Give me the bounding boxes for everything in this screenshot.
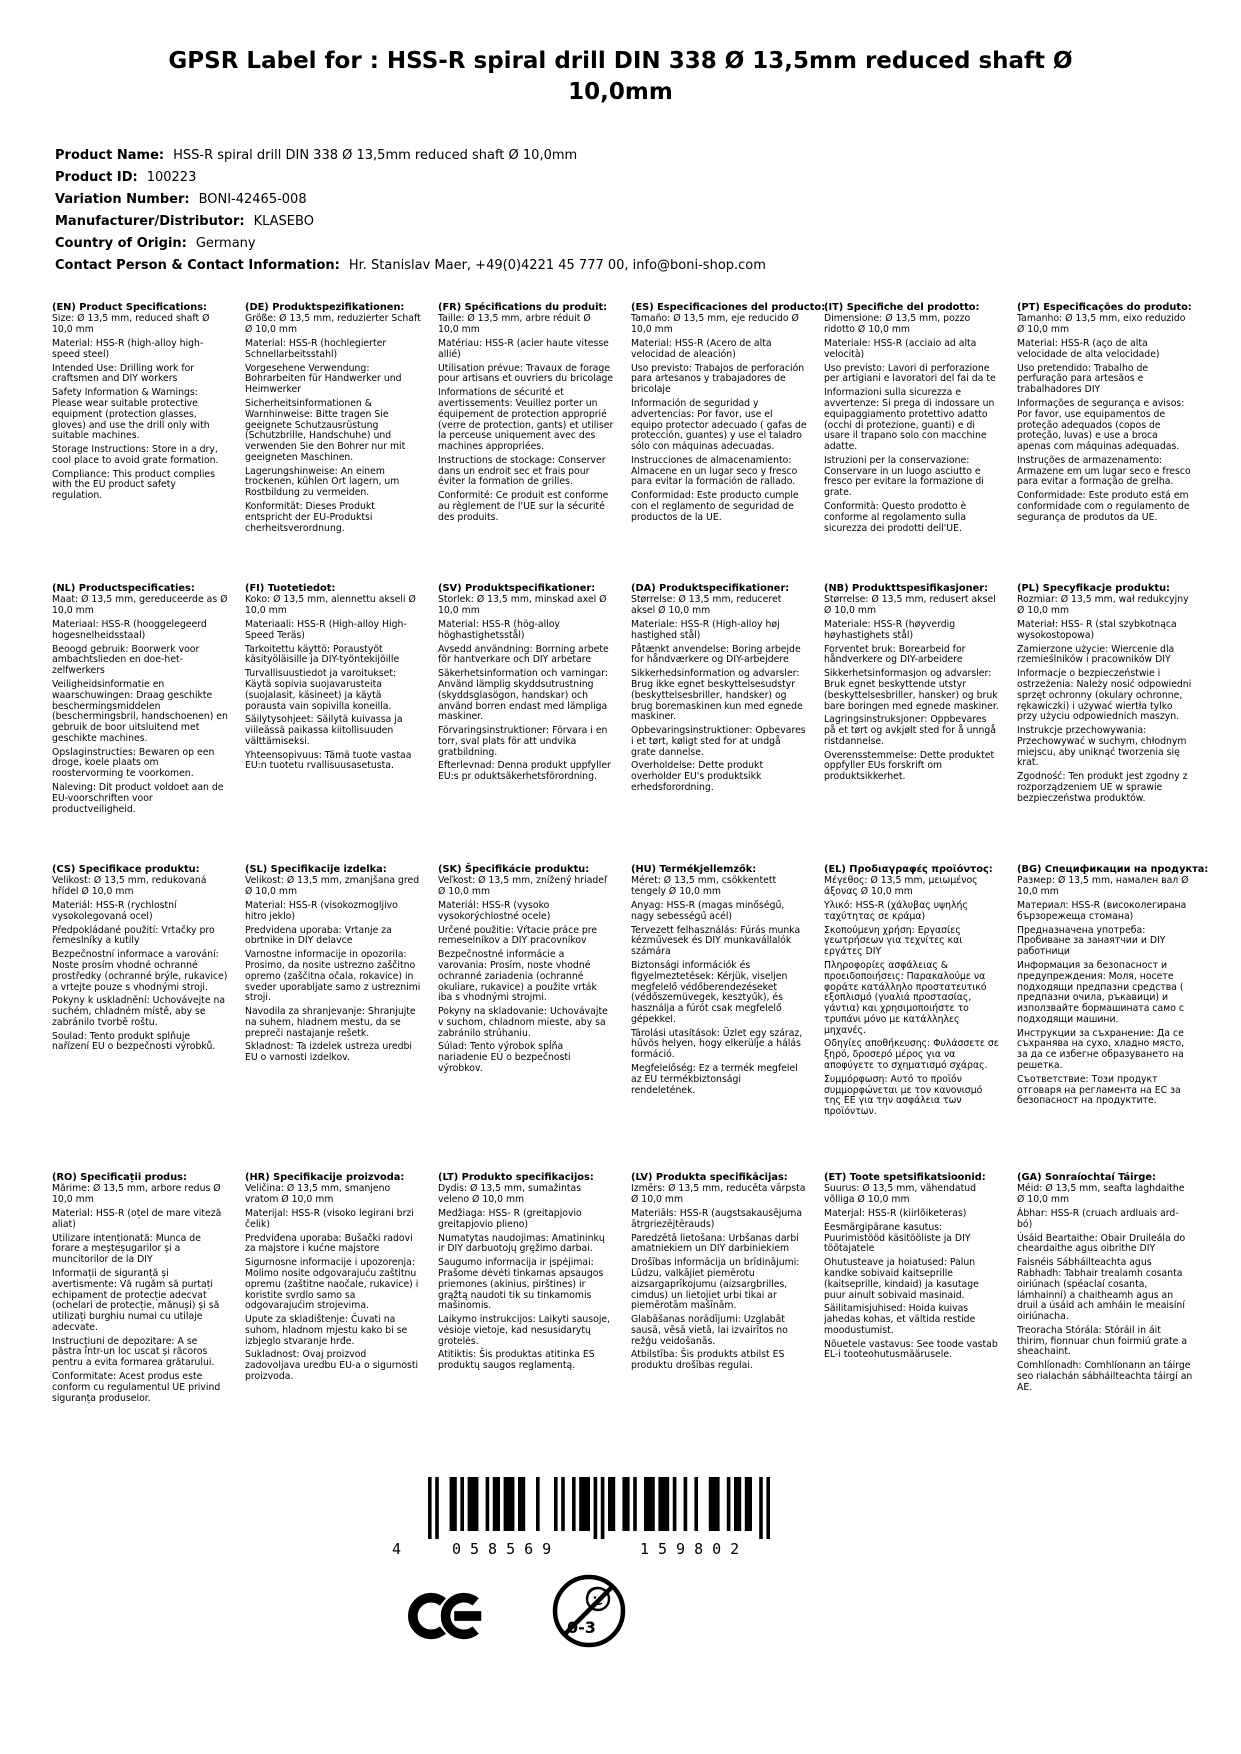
spec-paragraph: Инструкции за съхранение: Да се съхранява на сухо, хладно място, за да се избегне образуването на решетка. — [1017, 1027, 1185, 1072]
product-info-value: 100223 — [146, 169, 197, 185]
spec-paragraph: Utilisation prévue: Travaux de forage pour artisans et ouvriers du bricolage — [438, 362, 614, 385]
spec-paragraph: Konformität: Dieses Produkt entspricht der EU-Produktsi cherheitsverordnung. — [245, 501, 375, 534]
spec-paragraph: Skladnost: Ta izdelek ustreza uredbi EU o varnosti izdelkov. — [245, 1041, 413, 1064]
spec-paragraph: Informații de siguranță și avertismente: Vă rugăm să purtați echipament de protecție adecvat (ochelari de protecție, mănuși) și să utilizați burghiu numai cu utilaje adecvate. — [52, 1267, 220, 1333]
product-info-label: Manufacturer/Distributor: — [55, 213, 245, 229]
spec-paragraph: Veličina: Ø 13,5 mm, smanjeno vratom Ø 10,0 mm — [245, 1183, 391, 1206]
spec-paragraph: Uso previsto: Trabajos de perforación para artesanos y trabajadores de bricolaje — [631, 362, 805, 396]
spec-paragraph: Ábhar: HSS-R (cruach ardluais ard-bó) — [1017, 1207, 1179, 1230]
spec-paragraph: Méret: Ø 13,5 mm, csökkentett tengely Ø 10,0 mm — [631, 875, 777, 898]
spec-paragraph: Materiál: HSS-R (vysoko vysokorýchlostné ocele) — [438, 899, 551, 922]
spec-paragraph: Bezpečnostné informácie a varovania: Prosím, noste vhodné ochranné zariadenia (ochranné okuliare, rukavice) a použite vrták iba s vhodnými strojmi. — [438, 949, 597, 1004]
spec-paragraph: Instruções de armazenamento: Armazene em um lugar seco e fresco para evitar a formação de grelha. — [1017, 454, 1191, 488]
spec-paragraph: Material: HSS-R (hochlegierter Schnellarbeitsstahl) — [245, 337, 387, 360]
spec-paragraph: Materijal: HSS-R (visoko legirani brzi čelik) — [245, 1207, 414, 1230]
spec-paragraph: Úsáid Beartaithe: Obair Druileála do cheardaithe agus oibrithe DIY — [1017, 1232, 1186, 1255]
spec-paragraph: Istruzioni per la conservazione: Conservare in un luogo asciutto e fresco per evitare la formazione di grate. — [824, 454, 984, 499]
spec-paragraph: Dydis: Ø 13,5 mm, sumažintas veleno Ø 10,0 mm — [438, 1183, 582, 1206]
spec-paragraph: Conformitate: Acest produs este conform cu regulamentul UE privind siguranța produselor. — [52, 1371, 221, 1404]
product-info-value: Germany — [195, 235, 256, 251]
spec-paragraph: Informações de segurança e avisos: Por favor, use equipamentos de proteção adequados (copos de proteção, luvas) e use a broca apenas com máquinas adequadas. — [1017, 397, 1185, 453]
spec-paragraph: Předpokládané použití: Vrtačky pro řemeslníky a kutily — [52, 924, 215, 947]
spec-paragraph: Ohutusteave ja hoiatused: Palun kandke sobivaid kaitseprille (kaitseprille, kindaid) ja kasutage puur ainult sobivaid masinaid. — [824, 1257, 979, 1301]
spec-paragraph: Sicherheitsinformationen & Warnhinweise: Bitte tragen Sie geeignete Schutzausrüstung (Schutzbrille, Handschuhe) und verwenden Sie den Bohrer nur mit geeigneten Maschinen. — [245, 397, 406, 463]
spec-paragraph: Съответствие: Този продукт отговаря на регламента на ЕС за безопасност на продуктите. — [1017, 1073, 1181, 1107]
spec-paragraph: Conformité: Ce produit est conforme au règlement de l'UE sur la sécurité des produits. — [438, 490, 609, 523]
spec-block — [438, 1173, 614, 1376]
spec-paragraph: Πληροφορίες ασφάλειας & προειδοποιήσεις: Παρακαλούμε να φοράτε κατάλληλο προστατευτικό εξοπλισμό (γυαλιά προστασίας, γάντια) και χρησιμοποιήστε το τρυπάνι μόνο με κατάλληλες μηχανές. — [824, 959, 987, 1036]
spec-heading: (NB) Produkttspesifikasjoner: — [824, 582, 988, 594]
spec-paragraph: Pokyny k uskladnění: Uchovávejte na suchém, chladném místě, aby se zabránilo tvorbě roštu. — [52, 995, 226, 1028]
spec-paragraph: Størrelse: Ø 13,5 mm, redusert aksel Ø 10,0 mm — [824, 594, 996, 617]
spec-paragraph: Tárolási utasítások: Üzlet egy száraz, hűvös helyen, hogy elkerülje a hálás formáció. — [631, 1027, 803, 1061]
spec-heading: (HU) Termékjellemzők: — [631, 863, 757, 875]
spec-block — [52, 584, 228, 819]
spec-paragraph: Säilytysohjeet: Säilytä kuivassa ja viileässä paikassa kiitollisuuden välttämiseksi. — [245, 714, 403, 747]
spec-paragraph: Μέγεθος: Ø 13,5 mm, μειωμένος άξονας Ø 10,0 mm — [824, 875, 978, 898]
spec-paragraph: Sikkerhedsinformation og advarsler: Brug ikke egnet beskyttelsesudstyr (beskyttelsesbriller, handsker) og brug boremaskinen kun med egnede maskiner. — [631, 668, 803, 723]
spec-paragraph: Overholdelse: Dette produkt overholder EU's produktsikk erhedsforordning. — [631, 760, 764, 794]
spec-paragraph: Sigurnosne informacije i upozorenja: Molimo nosite odgovarajuću zaštitnu opremu (zaštitne naočale, rukavice) i koristite svrdlo samo sa odgovarajućim strojevima. — [245, 1257, 419, 1312]
spec-paragraph: Medžiaga: HSS- R (greitapjovio greitapjovio plieno) — [438, 1207, 582, 1230]
spec-paragraph: Avsedd användning: Borrning arbete för hantverkare och DIY arbetare — [438, 643, 609, 666]
product-info-row — [55, 233, 1241, 255]
spec-block — [438, 865, 614, 1078]
spec-paragraph: Comhlíonadh: Comhlíonann an táirge seo rialachán sábháilteachta táirgí an AE. — [1017, 1360, 1193, 1393]
spec-paragraph: Conformidade: Este produto está em conformidade com o regulamento de segurança de produtos da UE. — [1017, 490, 1190, 523]
spec-heading: (HR) Specifikacije proizvoda: — [245, 1171, 405, 1183]
spec-paragraph: Material: HSS-R (hög-alloy höghastighetsstål) — [438, 618, 560, 641]
spec-block — [438, 584, 614, 787]
barcode-lead-digit: 4 — [392, 1540, 402, 1558]
spec-paragraph: Materiał: HSS- R (stal szybkotnąca wysokostopowa) — [1017, 618, 1177, 641]
spec-paragraph: Materjal: HSS-R (kiirlõiketeras) — [824, 1207, 967, 1219]
spec-paragraph: Materiale: HSS-R (High-alloy høj hastighed stål) — [631, 618, 780, 641]
product-info-row — [55, 167, 1241, 189]
spec-paragraph: Soulad: Tento produkt splňuje nařízení EU o bezpečnosti výrobků. — [52, 1030, 216, 1053]
spec-grid-row-4 — [0, 1173, 1241, 1473]
spec-paragraph: Предназначена употреба: Пробиване за занаятчии и DIY работници — [1017, 924, 1166, 958]
product-info-value: HSS-R spiral drill DIN 338 Ø 13,5mm reduced shaft Ø 10,0mm — [173, 147, 578, 163]
spec-paragraph: Material: HSS-R (oțel de mare viteză aliat) — [52, 1207, 222, 1230]
product-info-value: Hr. Stanislav Maer, +49(0)4221 45 777 00, info@boni-shop.com — [348, 257, 766, 273]
spec-paragraph: Tamaño: Ø 13,5 mm, eje reducido Ø 10,0 mm — [631, 313, 799, 336]
spec-paragraph: Dimensione: Ø 13,5 mm, pozzo ridotto Ø 10,0 mm — [824, 313, 971, 336]
product-info-label: Country of Origin: — [55, 235, 187, 251]
spec-paragraph: Σκοπούμενη χρήση: Εργασίες γεωτρήσεων για τεχνίτες και εργάτες DIY — [824, 924, 963, 958]
spec-heading: (FI) Tuotetiedot: — [245, 582, 336, 594]
ean13-barcode-icon — [428, 1477, 770, 1539]
spec-paragraph: Materiál: HSS-R (rychlostní vysokolegovaná ocel) — [52, 899, 177, 922]
spec-paragraph: Drošības informācija un brīdinājumi: Lūdzu, valkājiet piemērotu aizsargaprīkojumu (aizsargbrilles, cimdus) un lietojiet urbi tikai ar piemērotām mašīnām. — [631, 1257, 800, 1312]
spec-paragraph: Säkerhetsinformation och varningar: Använd lämplig skyddsutrustning (skyddsglasögon, handskar) och använd borren endast med lämpliga maskiner. — [438, 668, 609, 723]
spec-paragraph: Biztonsági információk és figyelmeztetések: Kérjük, viseljen megfelelő védőberendezéseket (védőszemüvegek, kesztyűk), és használja a fúrót csak megfelelő gépekkel. — [631, 959, 788, 1025]
spec-paragraph: Conformità: Questo prodotto è conforme al regolamento sulla sicurezza dei prodotti dell'UE. — [824, 501, 967, 534]
barcode-area — [390, 1477, 810, 1561]
spec-paragraph: Intended Use: Drilling work for craftsmen and DIY workers — [52, 362, 195, 385]
product-info-label: Contact Person & Contact Information: — [55, 257, 340, 273]
product-info-row — [55, 189, 1241, 211]
ce-mark-icon — [406, 1590, 488, 1642]
spec-paragraph: Eesmärgipärane kasutus: Puurimistööd käsitööliste ja DIY töötajatele — [824, 1221, 971, 1255]
spec-block — [1017, 584, 1193, 808]
spec-paragraph: Οδηγίες αποθήκευσης: Φυλάσσετε σε ξηρό, δροσερό μέρος για να αποφύγετε το σχηματισμό σχάρας. — [824, 1038, 999, 1072]
spec-paragraph: Saugumo informacija ir įspėjimai: Prašome dėvėti tinkamas apsaugos priemones (akinius, pirštines) ir grąžtą naudoti tik su tinkamomis mašinomis. — [438, 1257, 604, 1312]
product-info — [55, 145, 1241, 277]
spec-paragraph: Instrucciones de almacenamiento: Almacene en un lugar seco y fresco para evitar la formación de rallado. — [631, 454, 798, 488]
spec-heading: (IT) Specifiche del prodotto: — [824, 301, 980, 313]
page-title: GPSR Label for : HSS-R spiral drill DIN 338 Ø 13,5mm reduced shaft Ø 10,0mm — [168, 48, 1073, 106]
spec-heading: (ES) Especificaciones del producto: — [631, 301, 826, 313]
spec-paragraph: Información de seguridad y advertencias: Por favor, use el equipo protector adecuado ( gafas de protección, guantes) y use el taladro sólo con máquinas adecuadas. — [631, 397, 807, 453]
spec-paragraph: Predvidena uporaba: Vrtanje za obrtnike in DIY delavce — [245, 924, 392, 947]
spec-paragraph: Predviđena uporaba: Bušački radovi za majstore i kućne majstore — [245, 1232, 413, 1255]
spec-paragraph: Påtænkt anvendelse: Boring arbejde for håndværkere og DIY-arbejdere — [631, 643, 801, 666]
spec-paragraph: Zamierzone użycie: Wiercenie dla rzemieślników i pracowników DIY — [1017, 643, 1175, 666]
spec-paragraph: Informazioni sulla sicurezza e avvertenze: Si prega di indossare un equipaggiamento protettivo adatto (occhi di protezione, guanti) e di usare il trapano solo con macchine adatte. — [824, 387, 995, 453]
spec-paragraph: Size: Ø 13,5 mm, reduced shaft Ø 10,0 mm — [52, 313, 210, 336]
spec-paragraph: Material: HSS-R (Acero de alta velocidad de aleación) — [631, 337, 772, 360]
spec-heading: (DA) Produktspecifikationer: — [631, 582, 790, 594]
spec-paragraph: Tamanho: Ø 13,5 mm, eixo reduzido Ø 10,0 mm — [1017, 313, 1186, 336]
spec-paragraph: Navodila za shranjevanje: Shranjujte na suhem, hladnem mestu, da se prepreči nastajanje rešetk. — [245, 1006, 416, 1039]
spec-paragraph: Tervezett felhasználás: Fúrás munka kézművesek és DIY munkavállalók számára — [631, 924, 801, 958]
spec-heading: (EN) Product Specifications: — [52, 301, 207, 313]
spec-paragraph: Информация за безопасност и предупреждения: Моля, носете подходящи предпазни средства ( предпазни очила, ръкавици) и използвайте бормашината само с подходящи машини. — [1017, 959, 1184, 1025]
spec-paragraph: Größe: Ø 13,5 mm, reduzierter Schaft Ø 10,0 mm — [245, 313, 421, 336]
spec-paragraph: Atitiktis: Šis produktas atitinka ES produktų saugos reglamentą. — [438, 1349, 595, 1372]
spec-paragraph: Säilitamisjuhised: Hoida kuivas jahedas kohas, et vältida restide moodustumist. — [824, 1303, 976, 1336]
spec-paragraph: Informations de sécurité et avertissements: Veuillez porter un équipement de protection approprié (verre de protection, gants) et utiliser la perceuse uniquement avec des machines appropriées. — [438, 387, 614, 453]
product-info-row — [55, 211, 1241, 233]
spec-grid-row-1 — [0, 303, 1241, 584]
spec-paragraph: Laikymo instrukcijos: Laikyti sausoje, vėsioje vietoje, kad nesusidarytų grotelės. — [438, 1314, 611, 1347]
spec-paragraph: Velikost: Ø 13,5 mm, redukovaná hřídel Ø 10,0 mm — [52, 875, 207, 898]
spec-block — [631, 584, 807, 797]
spec-heading: (DE) Produktspezifikationen: — [245, 301, 405, 313]
spec-paragraph: Paredzētā lietošana: Urbšanas darbi amatniekiem un DIY darbiniekiem — [631, 1232, 799, 1255]
spec-paragraph: Megfelelőség: Ez a termék megfelel az EU termékbiztonsági rendeletének. — [631, 1063, 798, 1096]
product-info-label: Product ID: — [55, 169, 138, 185]
spec-heading: (BG) Спецификации на продукта: — [1017, 863, 1209, 875]
spec-paragraph: Suurus: Ø 13,5 mm, vähendatud võlliga Ø 10,0 mm — [824, 1183, 977, 1206]
spec-paragraph: Matériau: HSS-R (acier haute vitesse allié) — [438, 337, 609, 360]
spec-block — [1017, 303, 1193, 527]
spec-paragraph: Συμμόρφωση: Αυτό το προϊόν συμμορφώνεται με τον κανονισμό της ΕΕ για την ασφάλεια των προϊόντων. — [824, 1073, 983, 1118]
product-info-label: Product Name: — [55, 147, 165, 163]
spec-heading: (NL) Productspecificaties: — [52, 582, 195, 594]
spec-block — [245, 584, 421, 776]
spec-paragraph: Vorgesehene Verwendung: Bohrarbeiten für Handwerker und Heimwerker — [245, 362, 402, 396]
spec-paragraph: Veľkost: Ø 13,5 mm, znížený hriadeľ Ø 10,0 mm — [438, 875, 608, 898]
spec-paragraph: Instrucțiuni de depozitare: A se păstra într-un loc uscat și răcoros pentru a evita formarea grătarului. — [52, 1335, 215, 1369]
spec-block — [824, 303, 1000, 538]
spec-heading: (LV) Produkta specifikācijas: — [631, 1171, 788, 1183]
spec-paragraph: Upute za skladištenje: Čuvati na suhom, hladnom mjestu kako bi se izbjeglo stvaranje hrđe. — [245, 1314, 408, 1347]
spec-paragraph: Beoogd gebruik: Boorwerk voor ambachtslieden en doe-het-zelfwerkers — [52, 643, 200, 677]
spec-paragraph: Material: HSS-R (high-alloy high-speed steel) — [52, 337, 204, 360]
product-info-value: BONI-42465-008 — [198, 191, 307, 207]
spec-paragraph: Anyag: HSS-R (magas minőségű, nagy sebességű acél) — [631, 899, 785, 922]
spec-heading: (SV) Produktspecifikationer: — [438, 582, 596, 594]
spec-paragraph: Υλικό: HSS-R (χάλυβας υψηλής ταχύτητας σε κράμα) — [824, 899, 968, 922]
product-info-value: KLASEBO — [253, 213, 314, 229]
spec-paragraph: Materiāls: HSS-R (augstsakausējuma ātrgriezējtērauds) — [631, 1207, 803, 1230]
spec-block — [631, 301, 826, 527]
spec-paragraph: Sikkerhetsinformasjon og advarsler: Bruk egnet beskyttende utstyr (beskyttelsesbriller, hansker) og bruk bare boringen med egnede maskiner. — [824, 668, 999, 712]
spec-block — [245, 865, 421, 1068]
spec-paragraph: Numatytas naudojimas: Amatininkų ir DIY darbuotojų gręžimo darbai. — [438, 1232, 605, 1255]
product-info-row — [55, 145, 1241, 167]
spec-paragraph: Informacje o bezpieczeństwie i ostrzeżenia: Należy nosić odpowiedni sprzęt ochronny (okulary ochronne, rękawiczki) i używać wiertła tylko przy użyciu odpowiednich maszyn. — [1017, 668, 1192, 723]
spec-paragraph: Naleving: Dit product voldoet aan de EU-voorschriften voor productveiligheid. — [52, 782, 224, 815]
spec-block — [824, 1173, 1000, 1365]
spec-paragraph: Faisnéis Sábháilteachta agus Rabhadh: Tabhair trealamh cosanta oiriúnach (spéaclaí cosanta, lámhainní) a chaitheamh agus an druil a úsáid ach amháin le meaisíní oiriúnacha. — [1017, 1257, 1185, 1323]
spec-heading: (SK) Špecifikácie produktu: — [438, 863, 590, 875]
spec-grid-row-2 — [0, 584, 1241, 865]
age-warning-label: 0-3 — [567, 1618, 596, 1637]
spec-paragraph: Velikost: Ø 13,5 mm, zmanjšana gred Ø 10,0 mm — [245, 875, 420, 898]
spec-paragraph: Uso previsto: Lavori di perforazione per artigiani e lavoratori del fai da te — [824, 362, 996, 385]
barcode-group-2: 159802 — [640, 1540, 749, 1558]
spec-heading: (FR) Spécifications du produit: — [438, 301, 608, 313]
spec-grid-row-3 — [0, 865, 1241, 1173]
spec-heading: (GA) Sonraíochtaí Táirge: — [1017, 1171, 1156, 1183]
spec-paragraph: Overensstemmelse: Dette produktet oppfyller EUs forskrift om produktsikkerhet. — [824, 749, 995, 783]
spec-paragraph: Uso pretendido: Trabalho de perfuração para artesãos e trabalhadores DIY — [1017, 362, 1149, 396]
spec-paragraph: Pokyny na skladovanie: Uchovávajte v suchom, chladnom mieste, aby sa zabránilo strúhaniu. — [438, 1006, 608, 1039]
spec-paragraph: Material: HSS-R (aço de alta velocidade de alta velocidade) — [1017, 337, 1160, 360]
spec-paragraph: Efterlevnad: Denna produkt uppfyller EU:s pr oduktsäkerhetsförordning. — [438, 760, 611, 783]
spec-paragraph: Forventet bruk: Borearbeid for håndverkere og DIY-arbeidere — [824, 643, 966, 666]
spec-paragraph: Turvallisuustiedot ja varoitukset: Käytä sopivia suojavarusteita (suojalasit, käsineet) ja käytä porausta vain sopivilla koneilla. — [245, 668, 397, 712]
spec-paragraph: Förvaringsinstruktioner: Förvara i en torr, sval plats för att undvika gratbildning. — [438, 725, 608, 758]
spec-block — [52, 865, 228, 1057]
spec-paragraph: Материал: HSS-R (високолегирана бързорежеща стомана) — [1017, 899, 1187, 922]
spec-block — [824, 865, 1000, 1122]
barcode-group-1: 058569 — [452, 1540, 561, 1558]
spec-paragraph: Instrukcje przechowywania: Przechowywać w suchym, chłodnym miejscu, aby uniknąć tworzenia się krat. — [1017, 725, 1187, 769]
spec-block — [1017, 1173, 1193, 1397]
spec-paragraph: Tarkoitettu käyttö: Poraustyöt käsityöläisille ja DIY-työntekijöille — [245, 643, 400, 666]
spec-paragraph: Materiale: HSS-R (høyverdig høyhastighets stål) — [824, 618, 956, 641]
spec-paragraph: Mărime: Ø 13,5 mm, arbore redus Ø 10,0 mm — [52, 1183, 221, 1206]
spec-paragraph: Lagringsinstruksjoner: Oppbevares på et tørt og avkjølt sted for å unngå ristdannelse. — [824, 714, 996, 747]
product-info-label: Variation Number: — [55, 191, 190, 207]
age-warning-0-3-icon — [550, 1566, 628, 1652]
spec-paragraph: Glabāšanas norādījumi: Uzglabāt sausā, vēsā vietā, lai izvairītos no režģu veidošanās. — [631, 1314, 788, 1347]
spec-heading: (CS) Specifikace produktu: — [52, 863, 200, 875]
spec-paragraph: Conformidad: Este producto cumple con el reglamento de seguridad de productos de la UE. — [631, 490, 799, 523]
spec-paragraph: Rozmiar: Ø 13,5 mm, wał redukcyjny Ø 10,0 mm — [1017, 594, 1189, 617]
spec-paragraph: Compliance: This product complies with the EU product safety regulation. — [52, 468, 215, 502]
spec-paragraph: Zgodność: Ten produkt jest zgodny z rozporządzeniem UE w sprawie bezpieczeństwa produktów. — [1017, 771, 1188, 804]
spec-heading: (EL) Προδιαγραφές προϊόντος: — [824, 863, 993, 875]
spec-paragraph: Instructions de stockage: Conserver dans un endroit sec et frais pour éviter la formation de grilles. — [438, 454, 606, 488]
spec-paragraph: Размер: Ø 13,5 mm, намален вал Ø 10,0 mm — [1017, 875, 1189, 898]
spec-paragraph: Izmērs: Ø 13,5 mm, reducēta vārpsta Ø 10,0 mm — [631, 1183, 806, 1206]
spec-block — [1017, 863, 1209, 1111]
product-info-row — [55, 255, 1241, 277]
spec-paragraph: Materiale: HSS-R (acciaio ad alta velocità) — [824, 337, 977, 360]
spec-block — [245, 303, 421, 538]
spec-heading: (SL) Specifikacije izdelka: — [245, 863, 387, 875]
spec-heading: (PL) Specyfikacje produktu: — [1017, 582, 1170, 594]
spec-paragraph: Material: HSS-R (visokozmogljivo hitro jeklo) — [245, 899, 398, 922]
spec-block — [631, 1173, 807, 1376]
spec-paragraph: Storlek: Ø 13,5 mm, minskad axel Ø 10,0 mm — [438, 594, 607, 617]
spec-paragraph: Opslaginstructies: Bewaren op een droge, koele plaats om roostervorming te voorkomen. — [52, 746, 215, 780]
spec-paragraph: Utilizare intenționată: Munca de forare a meșteșugarilor și a muncitorilor de la DIY — [52, 1232, 201, 1266]
spec-paragraph: Treoracha Stórála: Stóráil in áit thirim, fionnuar chun foirmiú grate a sheachaint. — [1017, 1324, 1188, 1358]
spec-heading: (LT) Produkto specifikacijos: — [438, 1171, 594, 1183]
spec-heading: (ET) Toote spetsifikatsioonid: — [824, 1171, 986, 1183]
spec-paragraph: Nõuetele vastavus: See toode vastab EL-i tooteohutusmäärusele. — [824, 1338, 998, 1361]
spec-paragraph: Sukladnost: Ovaj proizvod zadovoljava uredbu EU-a o sigurnosti proizvoda. — [245, 1349, 419, 1383]
spec-paragraph: Méid: Ø 13,5 mm, seafta laghdaithe Ø 10,0 mm — [1017, 1183, 1185, 1206]
spec-paragraph: Maat: Ø 13,5 mm, gereduceerde as Ø 10,0 mm — [52, 594, 228, 617]
spec-paragraph: Atbilstība: Šis produkts atbilst ES produktu drošības regulai. — [631, 1349, 785, 1372]
spec-heading: (PT) Especificações do produto: — [1017, 301, 1192, 313]
spec-block — [52, 303, 228, 506]
barcode-digits — [390, 1540, 810, 1560]
spec-paragraph: Určené použitie: Vŕtacie práce pre remeselníkov a DIY pracovníkov — [438, 924, 598, 947]
spec-paragraph: Safety Information & Warnings: Please wear suitable protective equipment (protection glasses, gloves) and use the drill only with suitable machines. — [52, 387, 210, 442]
spec-heading: (RO) Specificații produs: — [52, 1171, 187, 1183]
spec-block — [245, 1173, 421, 1386]
spec-paragraph: Materiaali: HSS-R (High-alloy High-Speed Teräs) — [245, 618, 407, 641]
spec-block — [438, 303, 614, 527]
spec-block — [52, 1173, 228, 1408]
spec-paragraph: Varnostne informacije in opozorila: Prosimo, da nosite ustrezno zaščitno opremo (zaščitna očala, rokavice) in sveder uporabljate samo z ustreznimi stroji. — [245, 949, 421, 1004]
spec-paragraph: Storage Instructions: Store in a dry, cool place to avoid grate formation. — [52, 444, 219, 466]
spec-paragraph: Taille: Ø 13,5 mm, arbre réduit Ø 10,0 mm — [438, 313, 591, 336]
spec-paragraph: Yhteensopivuus: Tämä tuote vastaa EU:n tuotetu rvallisuusasetusta. — [245, 749, 412, 772]
spec-paragraph: Materiaal: HSS-R (hooggelegeerd hogesnelheidsstaal) — [52, 618, 207, 641]
spec-paragraph: Súlad: Tento výrobok spĺňa nariadenie EÚ o bezpečnosti výrobkov. — [438, 1041, 571, 1075]
spec-paragraph: Koko: Ø 13,5 mm, alennettu akseli Ø 10,0 mm — [245, 594, 416, 617]
spec-paragraph: Lagerungshinweise: An einem trockenen, kühlen Ort lagern, um Rostbildung zu vermeiden. — [245, 465, 400, 499]
spec-paragraph: Størrelse: Ø 13,5 mm, reduceret aksel Ø 10,0 mm — [631, 594, 782, 617]
spec-block — [631, 865, 807, 1100]
spec-block — [824, 584, 1000, 787]
spec-paragraph: Veiligheidsinformatie en waarschuwingen: Draag geschikte beschermingsmiddelen (beschermingsbril, handschoenen) en gebruik de boor uitsluitend met geschikte machines. — [52, 678, 228, 744]
spec-paragraph: Bezpečnostní informace a varování: Noste prosím vhodné ochranné prostředky (ochranné brýle, rukavice) a vrtejte pouze s vhodnými stroji. — [52, 949, 228, 993]
spec-paragraph: Opbevaringsinstruktioner: Opbevares i et tørt, køligt sted for at undgå grate dannelse. — [631, 725, 806, 758]
